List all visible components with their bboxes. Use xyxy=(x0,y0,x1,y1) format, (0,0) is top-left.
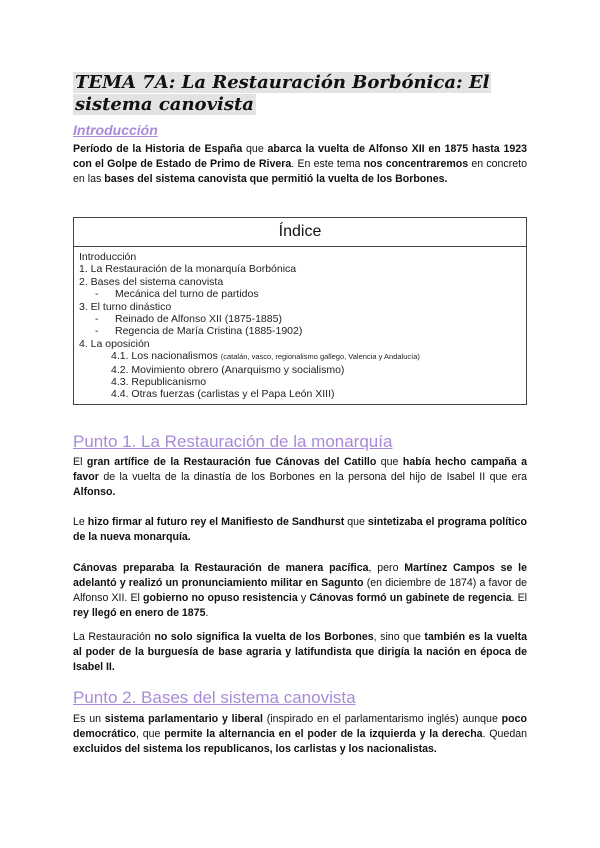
index-subitem: 4.1. Los nacionalismos (catalán, vasco, regionalismo gallego, Valencia y Andalucía) xyxy=(111,350,420,363)
index-subitem: 4.2. Movimiento obrero (Anarquismo y socialismo) xyxy=(111,363,345,376)
index-item: Introducción xyxy=(79,251,137,263)
index-list xyxy=(74,247,526,404)
index-box xyxy=(73,217,527,405)
section1-paragraph-3: Cánovas preparaba la Restauración de manera pacífica, pero Martínez Campos se le adelantó y realizó un pronunciamiento militar en Sagunto (en diciembre de 1874) a favor de Alfonso XII. El gobierno no opuso resistencia y Cánovas formó un gabinete de regencia. El rey llegó en enero de 1875. xyxy=(73,562,528,619)
section1-paragraph-4: La Restauración no solo significa la vuelta de los Borbones, sino que también es la vuelta al poder de la burguesía de base agraria y latifundista que dirigía la nación en época de Isabel II. xyxy=(73,631,527,673)
section2-paragraph: Es un sistema parlamentario y liberal (inspirado en el parlamentarismo inglés) aunque poco democrático, que permite la alternancia en el poder de la izquierda y la derecha. Quedan excluidos del sistema los republicanos, los carlistas y los nacionalistas. xyxy=(73,713,527,755)
index-title: Índice xyxy=(74,218,526,247)
index-subitem: - Mecánica del turno de partidos xyxy=(95,288,259,301)
section2-heading: Punto 2. Bases del sistema canovista xyxy=(73,688,356,707)
section1-paragraph-2: Le hizo firmar al futuro rey el Manifiesto de Sandhurst que sintetizaba el programa político de la nueva monarquía. xyxy=(73,516,528,543)
intro-heading: Introducción xyxy=(73,122,158,138)
index-item: 1. La Restauración de la monarquía Borbónica xyxy=(79,263,297,276)
section1-paragraph-1: El gran artífice de la Restauración fue Cánovas del Catillo que había hecho campaña a favor de la vuelta de la dinastía de los Borbones en la persona del hijo de Isabel II que era Alfonso. xyxy=(73,456,527,498)
intro-paragraph: Período de la Historia de España que abarca la vuelta de Alfonso XII en 1875 hasta 1923 con el Golpe de Estado de Primo de Rivera. En este tema nos concentraremos en concreto en las bases del sistema canovista que permitió la vuelta de los Borbones. xyxy=(73,143,528,185)
index-item: 3. El turno dinástico xyxy=(79,300,172,313)
index-subitem: 4.3. Republicanismo xyxy=(111,376,207,389)
index-subitem: - Regencia de María Cristina (1885-1902) xyxy=(95,325,303,338)
document-title: TEMA 7A: La Restauración Borbónica: El sistema canovista xyxy=(75,72,490,115)
section1-heading: Punto 1. La Restauración de la monarquía xyxy=(73,432,393,451)
index-item: 2. Bases del sistema canovista xyxy=(79,275,224,288)
index-subitem: 4.4. Otras fuerzas (carlistas y el Papa León XIII) xyxy=(111,388,335,401)
index-subitem: - Reinado de Alfonso XII (1875-1885) xyxy=(95,313,282,326)
index-item: 4. La oposición xyxy=(79,337,150,350)
